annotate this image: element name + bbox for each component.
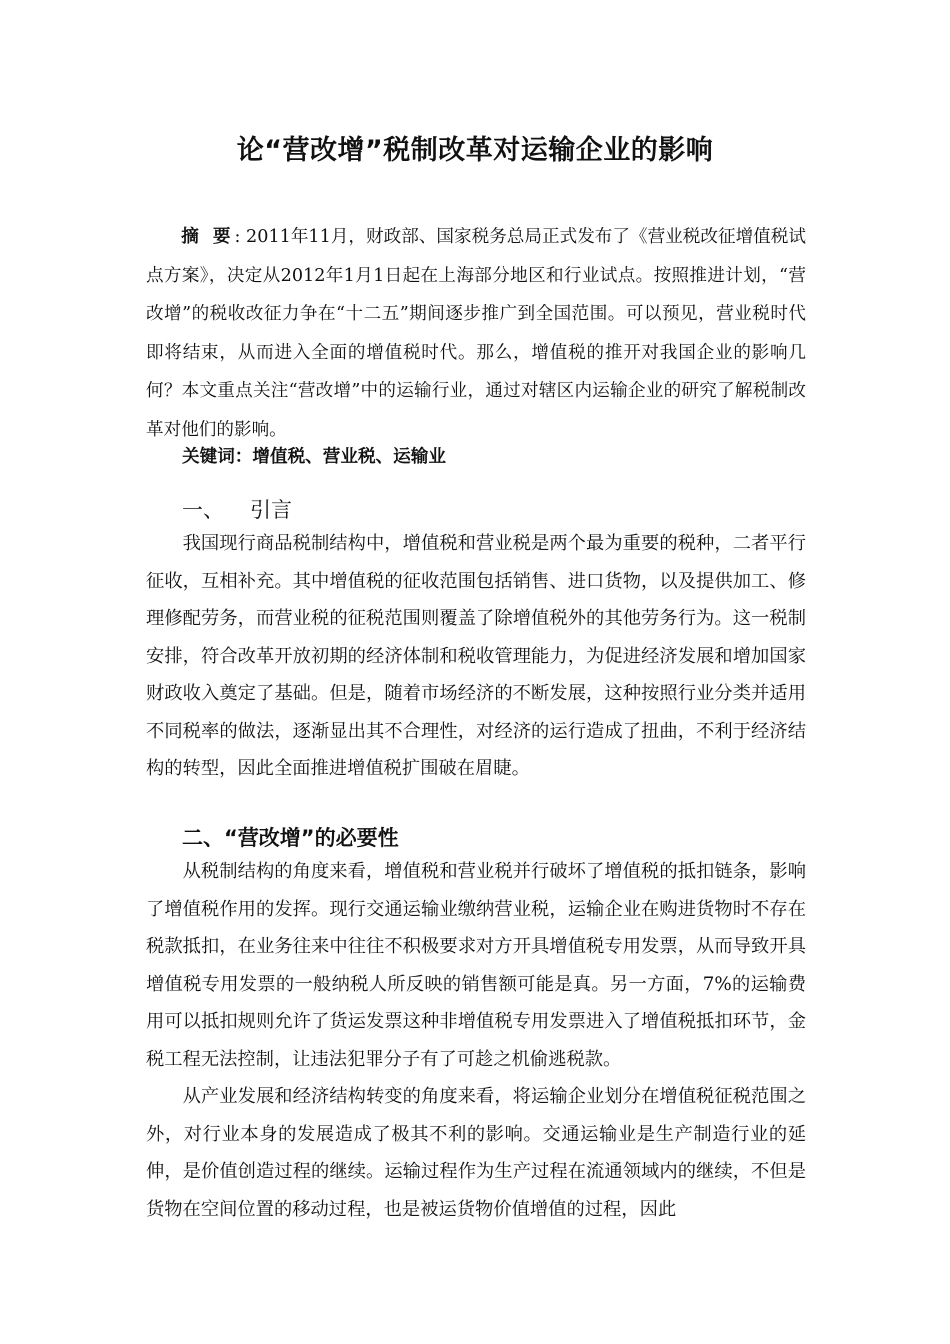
abstract-text: 2011年11月，财政部、国家税务总局正式发布了《营业税改征增值税试点方案》，决定从2012年1月1日起在上海部分地区和行业试点。按照推进计划，“营改增”的税收改征力争在“十二五”期间逐步推广到全国范围。可以预见，营业税时代即将结束，从而进入全面的增值税时代。那么，增值税的推开对我国企业的影响几何？本文重点关注“营改增”中的运输行业，通过对辖区内运输企业的研究了解税制改革对他们的影响。 <box>146 227 806 440</box>
abstract <box>146 218 806 449</box>
section-number: 一、 <box>182 498 224 522</box>
abstract-paragraph <box>146 218 806 449</box>
section-heading-necessity: 二、“营改增”的必要性 <box>182 826 399 850</box>
paragraph: 我国现行商品税制结构中，增值税和营业税是两个最为重要的税种，二者平行征收，互相补充。其中增值税的征收范围包括销售、进口货物，以及提供加工、修理修配劳务，而营业税的征税范围则覆盖了除增值税外的其他劳务行为。这一税制安排，符合改革开放初期的经济体制和税收管理能力，为促进经济发展和增加国家财政收入奠定了基础。但是，随着市场经济的不断发展，这种按照行业分类并适用不同税率的做法，逐渐显出其不合理性，对经济的运行造成了扭曲，不利于经济结构的转型，因此全面推进增值税扩围破在眉睫。 <box>146 533 806 779</box>
section-heading-introduction <box>182 494 292 524</box>
section-title: 引言 <box>250 498 292 522</box>
document-title: 论“营改增”税制改革对运输企业的影响 <box>236 135 714 166</box>
abstract-label: 摘 要 <box>181 226 235 247</box>
paragraph: 从产业发展和经济结构转变的角度来看，将运输企业划分在增值税征税范围之外，对行业本身的发展造成了极其不利的影响。交通运输业是生产制造行业的延伸，是价值创造过程的继续。运输过程作为生产过程在流通领域内的继续，不但是货物在空间位置的移动过程，也是被运货物价值增值的过程，因此 <box>146 1086 806 1220</box>
section-body-necessity <box>146 853 806 1228</box>
paragraph: 从税制结构的角度来看，增值税和营业税并行破坏了增值税的抵扣链条，影响了增值税作用的发挥。现行交通运输业缴纳营业税，运输企业在购进货物时不存在税款抵扣，在业务往来中往往不积极要求对方开具增值税专用发票，从而导致开具增值税专用发票的一般纳税人所反映的销售额可能是真。另一方面，7%的运输费用可以抵扣规则允许了货运发票这种非增值税专用发票进入了增值税抵扣环节，金税工程无法控制，让违法犯罪分子有了可趁之机偷逃税款。 <box>146 861 806 1070</box>
abstract-separator: : <box>234 227 241 247</box>
section-body-introduction <box>146 525 806 788</box>
keywords: 关键词：增值税、营业税、运输业 <box>182 447 446 467</box>
